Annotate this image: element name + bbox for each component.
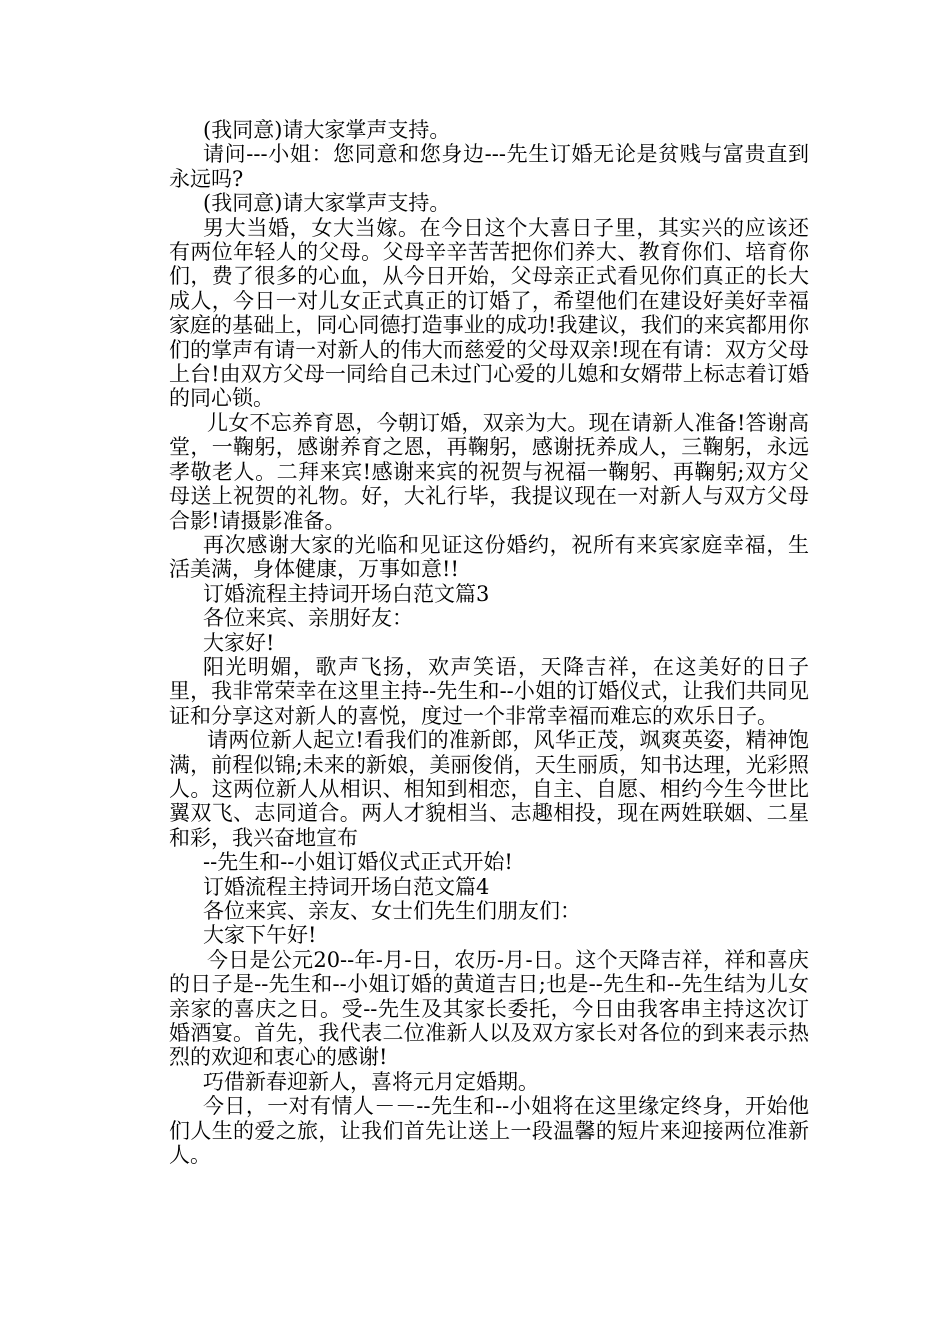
paragraph: 儿女不忘养育恩，今朝订婚，双亲为大。现在请新人准备!答谢高堂，一鞠躬，感谢养育之恩，再鞠躬，感谢抚养成人，三鞠躬，永远孝敬老人。二拜来宾!感谢来宾的祝贺与祝福一鞠躬、再鞠躬;双方父母送上祝贺的礼物。好，大礼行毕，我提议现在一对新人与双方父母合影!请摄影准备。 (169, 410, 809, 533)
paragraph: 请两位新人起立!看我们的准新郎，风华正茂，飒爽英姿，精神饱满，前程似锦;未来的新娘，美丽俊俏，天生丽质，知书达理，光彩照人。这两位新人从相识、相知到相恋，自主、自愿、相约今生今世比翼双飞、志同道合。两人才貌相当、志趣相投，现在两姓联姻、二星和彩，我兴奋地宣布 (169, 728, 809, 850)
paragraph: 今日，一对有情人－－--先生和--小姐将在这里缘定终身，开始他们人生的爱之旅，让我们首先让送上一段温馨的短片来迎接两位准新人。 (169, 1094, 809, 1168)
section-heading: 订婚流程主持词开场白范文篇4 (203, 874, 490, 899)
paragraph: 请问---小姐：您同意和您身边---先生订婚无论是贫贱与富贵直到永远吗? (169, 142, 809, 191)
greeting: 各位来宾、亲友、女士们先生们朋友们： (203, 899, 581, 923)
greeting: 大家好! (203, 630, 275, 655)
paragraph: 再次感谢大家的光临和见证这份婚约，祝所有来宾家庭幸福，生活美满，身体健康，万事如意!! (169, 532, 809, 582)
paragraph: --先生和--小姐订婚仪式正式开始! (203, 850, 513, 875)
paragraph: (我同意)请大家掌声支持。 (203, 118, 451, 142)
paragraph: 男大当婚，女大当嫁。在今日这个大喜日子里，其实兴的应该还有两位年轻人的父母。父母辛辛苦苦把你们养大、教育你们、培育你们，费了很多的心血，从今日开始，父母亲正式看见你们真正的长大成人，今日一对儿女正式真正的订婚了，希望他们在建设好美好幸福家庭的基础上，同心同德打造事业的成功!我建议，我们的来宾都用你们的掌声有请一对新人的伟大而慈爱的父母双亲!现在有请：双方父母上台!由双方父母一同给自己未过门心爱的儿媳和女婿带上标志着订婚的同心锁。 (169, 215, 809, 411)
greeting: 大家下午好! (203, 923, 317, 948)
paragraph: 巧借新春迎新人，喜将元月定婚期。 (203, 1069, 539, 1094)
greeting: 各位来宾、亲朋好友： (203, 606, 413, 631)
paragraph: (我同意)请大家掌声支持。 (203, 191, 451, 216)
document-body (169, 118, 809, 1167)
paragraph: 今日是公元20--年-月-日，农历-月-日。这个天降吉祥，祥和喜庆的日子是--先生和--小姐订婚的黄道吉日;也是--先生和--先生结为儿女亲家的喜庆之日。受--先生及其家长委托，今日由我客串主持这次订婚酒宴。首先，我代表二位准新人以及双方家长对各位的到来表示热烈的欢迎和衷心的感谢! (169, 947, 809, 1070)
section-heading: 订婚流程主持词开场白范文篇3 (203, 581, 490, 606)
paragraph: 阳光明媚，歌声飞扬，欢声笑语，天降吉祥，在这美好的日子里，我非常荣幸在这里主持--先生和--小姐的订婚仪式，让我们共同见证和分享这对新人的喜悦，度过一个非常幸福而难忘的欢乐日子。 (169, 654, 809, 728)
